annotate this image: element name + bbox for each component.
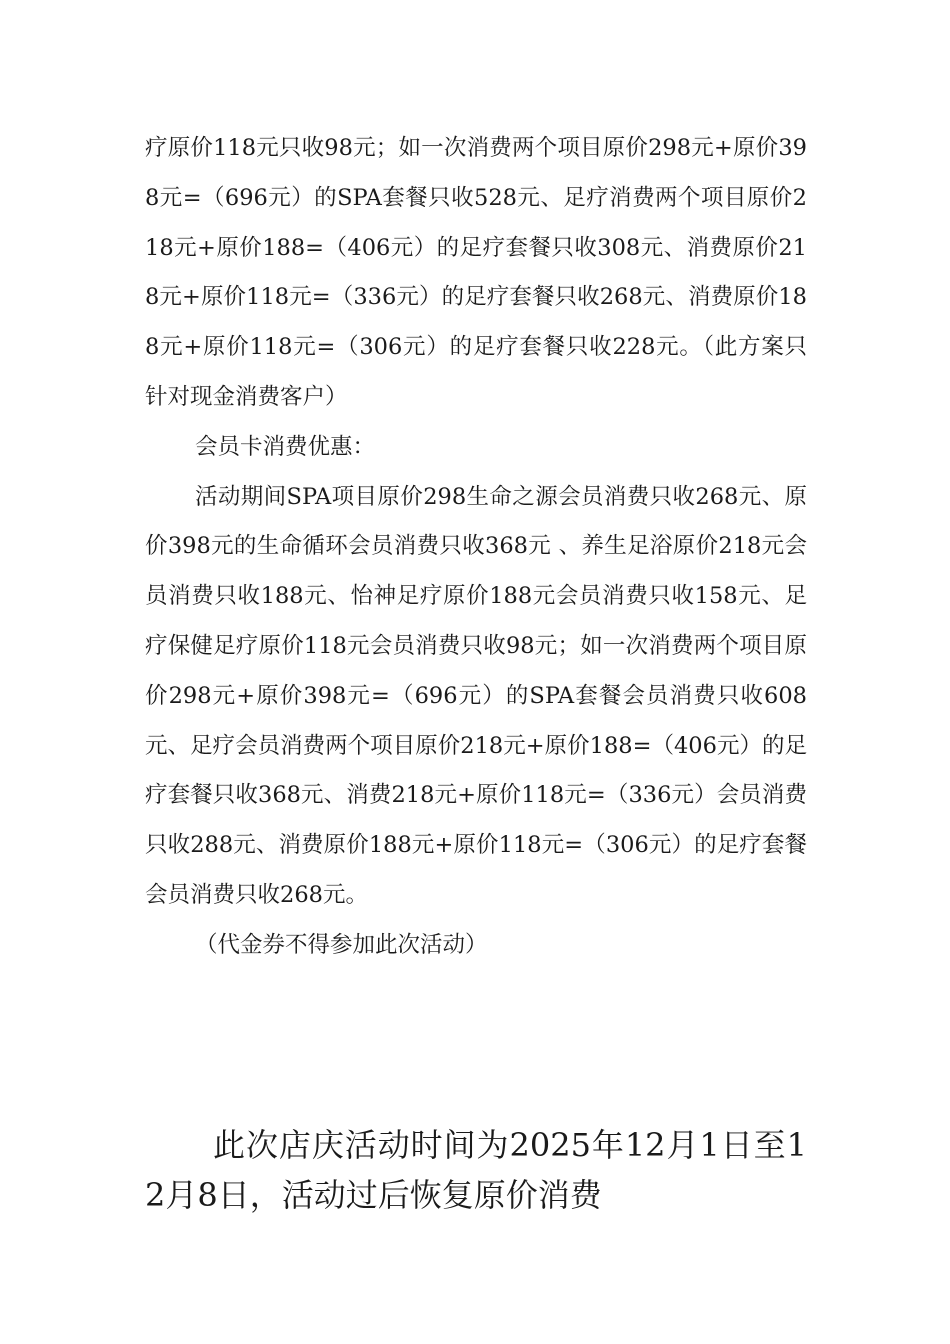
- pricing-paragraph-cash: 疗原价118元只收98元；如一次消费两个项目原价298元+原价398元=（696元）的SPA套餐只收528元、足疗消费两个项目原价218元+原价188=（406元）的足疗套餐只收308元、消费原价218元+原价118元=（336元）的足疗套餐只收268元、消费原价188元+原价118元=（306元）的足疗套餐只收228元。（此方案只针对现金消费客户）: [145, 135, 807, 410]
- document-body: [145, 124, 807, 971]
- voucher-note: （代金券不得参加此次活动）: [195, 931, 488, 958]
- event-period-notice: 此次店庆活动时间为2025年12月1日至12月8日，活动过后恢复原价消费: [145, 1126, 807, 1214]
- pricing-paragraph-member: 活动期间SPA项目原价298生命之源会员消费只收268元、原价398元的生命循环会员消费只收368元 、养生足浴原价218元会员消费只收188元、怡神足疗原价188元会员消费只收158元、足疗保健足疗原价118元会员消费只收98元；如一次消费两个项目原价298元+原价398元=（696元）的SPA套餐会员消费只收608元、足疗会员消费两个项目原价218元+原价188=（406元）的足疗套餐只收368元、消费218元+原价118元=（336元）会员消费只收288元、消费原价188元+原价118元=（306元）的足疗套餐会员消费只收268元。: [145, 483, 807, 908]
- member-card-heading: 会员卡消费优惠：: [195, 433, 376, 460]
